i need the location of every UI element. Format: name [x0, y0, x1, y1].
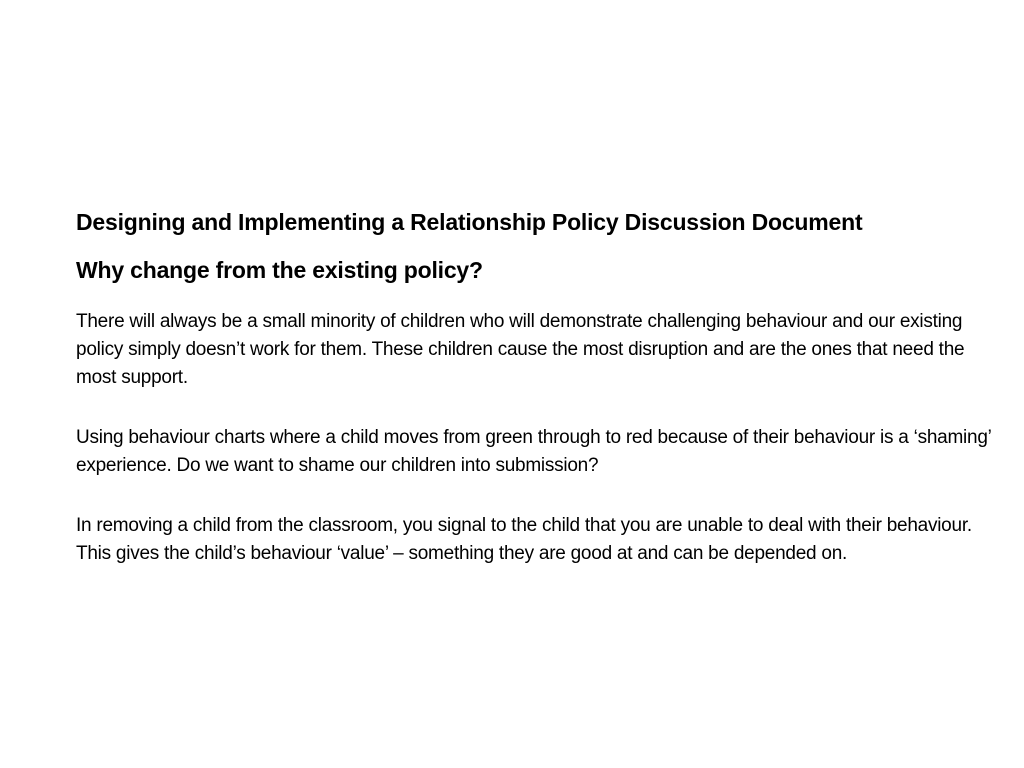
document-title: Designing and Implementing a Relationship Policy Discussion Document: [76, 209, 863, 235]
paragraph-behaviour-charts: Using behaviour charts where a child moves from green through to red because of their behaviour is a ‘shaming’ experience. Do we want to shame our children into submission?: [76, 427, 991, 476]
document-body: [76, 206, 996, 600]
section-heading: Why change from the existing policy?: [76, 257, 483, 283]
paragraph-removing-child: In removing a child from the classroom, you signal to the child that you are unable to deal with their behaviour. This gives the child’s behaviour ‘value’ – something they are good at and can be depended on.: [76, 515, 972, 564]
paragraph-challenging-behaviour: There will always be a small minority of children who will demonstrate challenging behaviour and our existing policy simply doesn’t work for them. These children cause the most disruption and are the ones that need the most support.: [76, 311, 965, 388]
